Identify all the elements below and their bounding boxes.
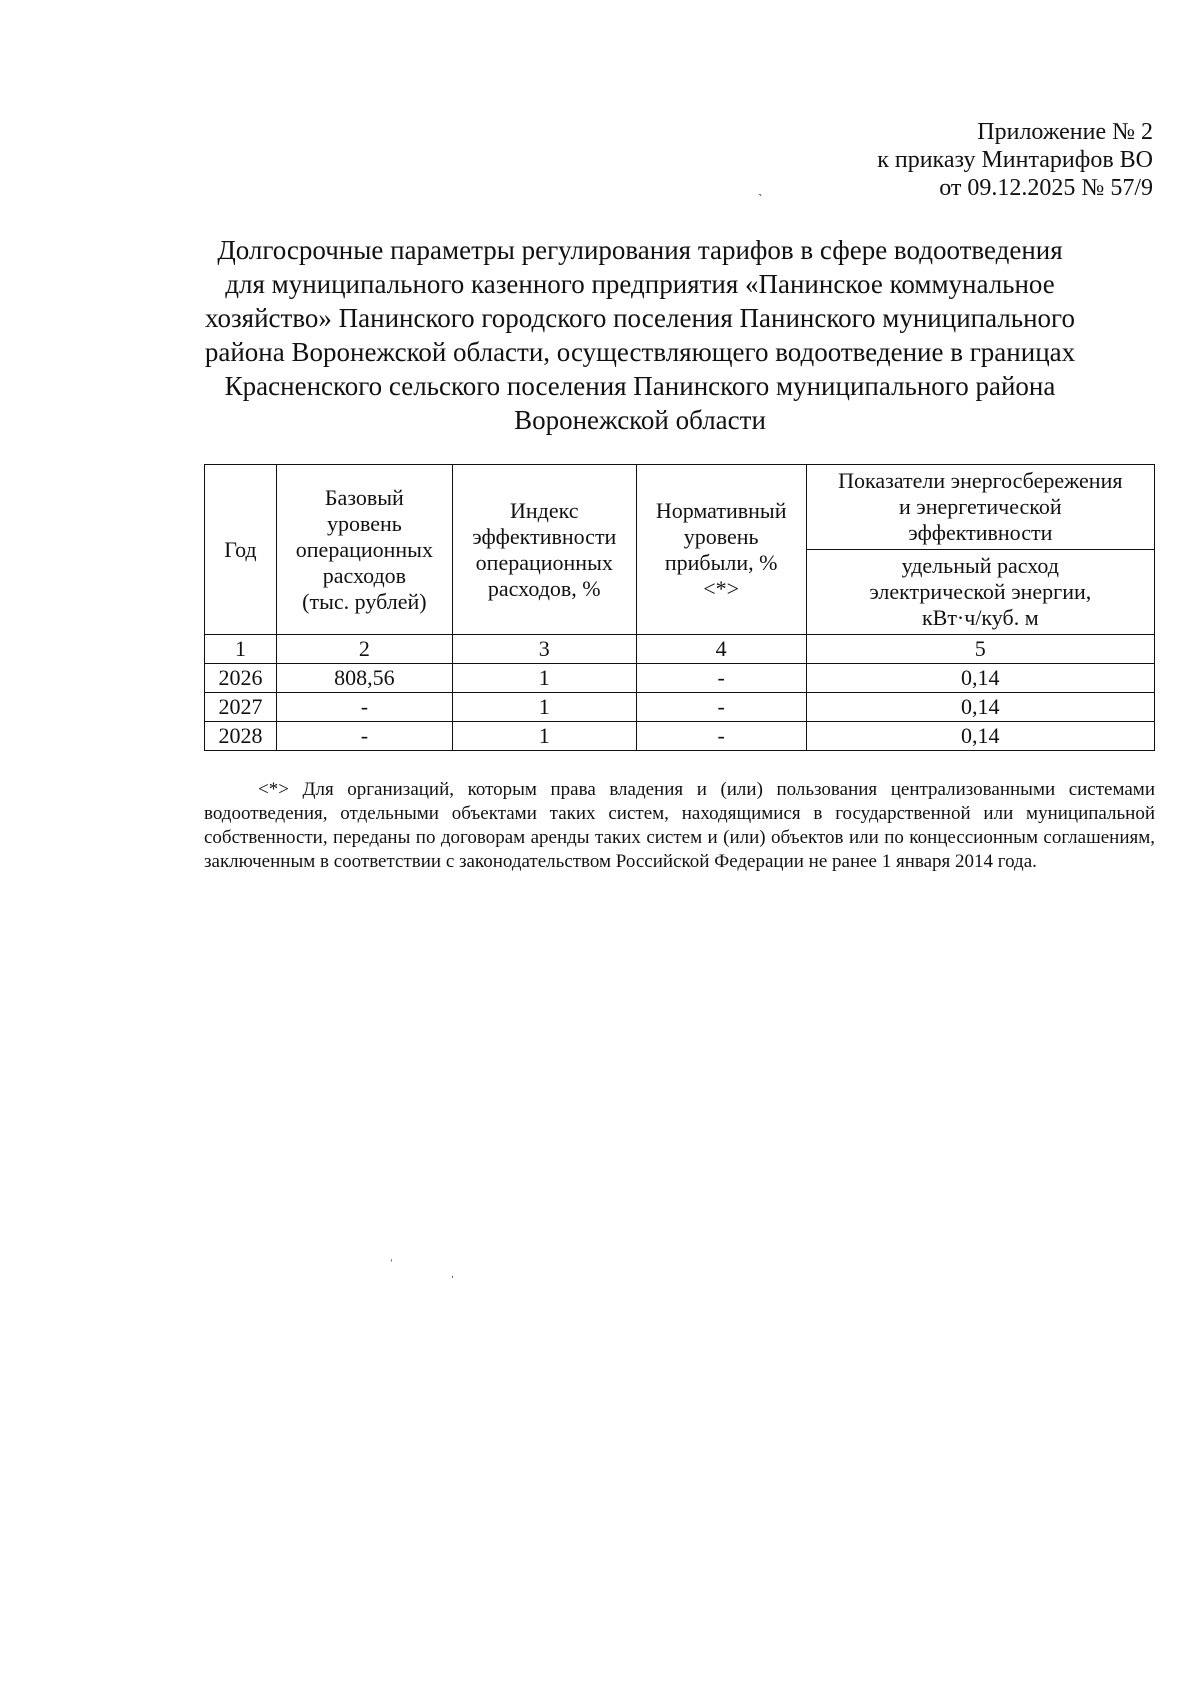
header-profit-level: Нормативный уровень прибыли, % <*> (636, 465, 806, 635)
header-row (205, 465, 1155, 550)
column-number-row (205, 635, 1155, 664)
title-line: Долгосрочные параметры регулирования тарифов в сфере водоотведения (217, 235, 1063, 265)
header-efficiency-index: Индекс эффективности операционных расходов, % (452, 465, 636, 635)
appendix-reference (877, 118, 1153, 202)
title-line: хозяйство» Панинского городского поселения Панинского муниципального (205, 303, 1075, 333)
column-number: 5 (806, 635, 1154, 664)
cell-efficiency-index: 1 (452, 664, 636, 693)
column-number: 1 (205, 635, 277, 664)
column-number: 2 (276, 635, 452, 664)
title-line: района Воронежской области, осуществляющего водоотведение в границах (204, 337, 1076, 367)
appendix-order-date: от 09.12.2025 № 57/9 (939, 175, 1153, 201)
title-line: Воронежской области (514, 405, 766, 435)
cell-year: 2026 (205, 664, 277, 693)
cell-energy-consumption: 0,14 (806, 722, 1154, 751)
scan-mark: ˌ (450, 1264, 455, 1279)
table-row (205, 664, 1155, 693)
header-base-level: Базовый уровень операционных расходов (тыс. рублей) (276, 465, 452, 635)
appendix-number: Приложение № 2 (977, 119, 1153, 145)
footnote: <*> Для организаций, которым права владения и (или) пользования централизованными системами водоотведения, отдельными объектами таких систем, находящимися в государственной или муниципальной собственности, переданы по договорам аренды таких систем и (или) объектов или по концессионным соглашениям, заключенным в соответствии с законодательством Российской Федерации не ранее 1 января 2014 года. (204, 779, 1155, 872)
cell-energy-consumption: 0,14 (806, 693, 1154, 722)
cell-year: 2028 (205, 722, 277, 751)
title-line: Красненского сельского поселения Панинского муниципального района (224, 371, 1056, 401)
header-year: Год (205, 465, 277, 635)
appendix-order-ref: к приказу Минтарифов ВО (877, 147, 1153, 173)
header-energy-group: Показатели энергосбережения и энергетической эффективности (806, 465, 1154, 550)
scan-mark: ˈ (389, 1258, 394, 1273)
cell-efficiency-index: 1 (452, 693, 636, 722)
table-row (205, 693, 1155, 722)
column-number: 4 (636, 635, 806, 664)
column-number: 3 (452, 635, 636, 664)
cell-profit-level: - (636, 664, 806, 693)
cell-profit-level: - (636, 722, 806, 751)
cell-year: 2027 (205, 693, 277, 722)
parameters-table (204, 464, 1155, 751)
cell-base-level: - (276, 722, 452, 751)
table-row (205, 722, 1155, 751)
cell-profit-level: - (636, 693, 806, 722)
cell-base-level: - (276, 693, 452, 722)
header-energy-consumption: удельный расход электрической энергии, кВт·ч/куб. м (806, 550, 1154, 635)
title-line: для муниципального казенного предприятия «Панинское коммунальное (225, 269, 1055, 299)
cell-energy-consumption: 0,14 (806, 664, 1154, 693)
cell-base-level: 808,56 (276, 664, 452, 693)
document-title (200, 233, 1080, 437)
scan-mark: ˎ (758, 182, 763, 197)
cell-efficiency-index: 1 (452, 722, 636, 751)
